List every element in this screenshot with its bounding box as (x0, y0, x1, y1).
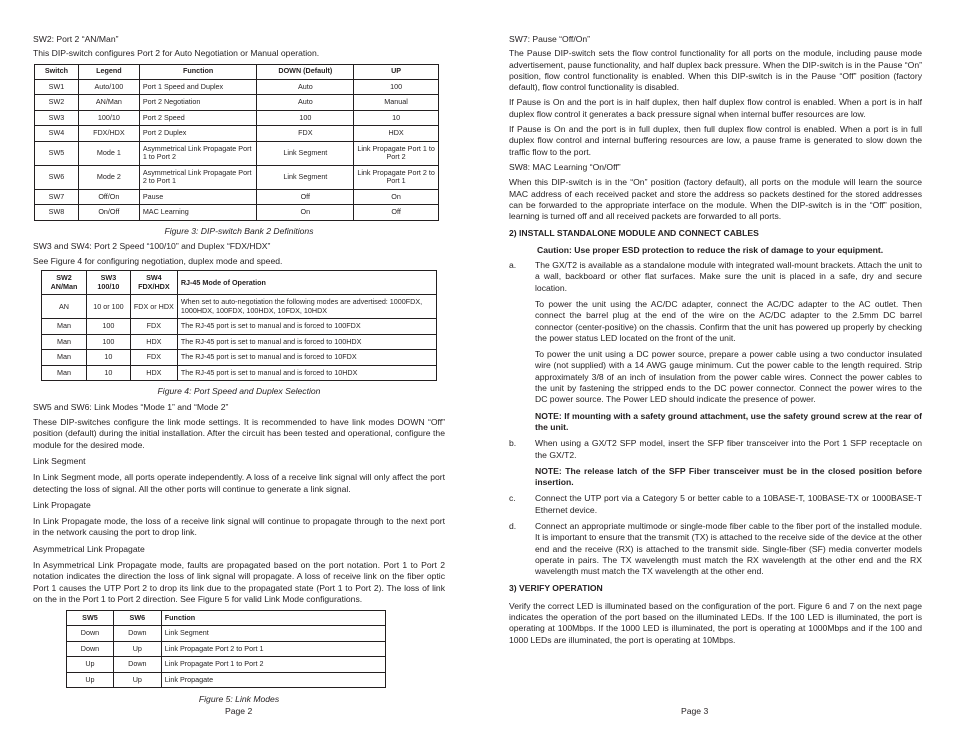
table-cell: FDX or HDX (130, 295, 177, 319)
col-header-legend: Legend (78, 64, 139, 79)
table-cell: Link Propagate Port 2 to Port 1 (354, 165, 439, 189)
table-cell: Link Segment (257, 141, 354, 165)
install-heading: 2) INSTALL STANDALONE MODULE AND CONNECT CABLES (509, 228, 759, 239)
table-row (42, 365, 437, 381)
step-c-paragraph-1: Connect the UTP port via a Category 5 or better cable to a 10BASE-T, 100BASE-TX or 1000BASE-T Ethernet device. (535, 493, 922, 515)
table-cell: On (354, 189, 439, 205)
table-cell: MAC Learning (139, 205, 257, 221)
table-row (67, 672, 386, 688)
step-a-letter: a. (509, 260, 517, 271)
table-cell: HDX (354, 126, 439, 142)
col-header-switch: Switch (35, 64, 79, 79)
sw8-heading: SW8: MAC Learning “On/Off” (509, 161, 621, 172)
table-cell: 100 (86, 334, 130, 350)
table-cell: Asymmetrical Link Propagate Port 2 to Port 1 (139, 165, 257, 189)
table-header-row (35, 64, 439, 79)
table-cell: Mode 1 (78, 141, 139, 165)
table-cell: Up (67, 657, 114, 673)
sw56-heading: SW5 and SW6: Link Modes “Mode 1” and “Mode 2” (33, 401, 229, 412)
table-row (67, 626, 386, 642)
link-modes-table (66, 610, 386, 688)
table-cell: Off/On (78, 189, 139, 205)
col-header-up: UP (354, 64, 439, 79)
table-cell: FDX (130, 350, 177, 366)
step-a-paragraph-3: To power the unit using a DC power source, prepare a power cable using a two conductor insulated wire (not supplied) with a 14 AWG gauge minimum. Cut the power cable to the length required. Strip approximately 3/8 of an inch of insulation from the power cable wires. Connect the power cables to the unit by fastening the stripped ends to the DC power connector. Connect the power wires to the DC power source. The Power LED should indicate the presence of power. (535, 349, 922, 405)
table-cell: SW3 (35, 110, 79, 126)
step-b-paragraph-1: When using a GX/T2 SFP model, insert the SFP fiber transceiver into the Port 1 SFP receptacle on the GX/T2. (535, 438, 922, 460)
sw7-paragraph-1: The Pause DIP-switch sets the flow control functionality for all ports on the module, including pause mode advertisement, pause functionality, and half duplex back pressure. When the DIP-switch is in the Pause “On” position, flow control functionality is enabled. When this DIP-switch is in the Pause “Off” position (factory default), flow control functionality is disabled. (509, 48, 922, 93)
table-cell: 10 (86, 350, 130, 366)
table-cell: The RJ-45 port is set to manual and is forced to 100HDX (177, 334, 436, 350)
table-row (42, 295, 437, 319)
table-cell: AN (42, 295, 87, 319)
table-cell: Link Propagate Port 2 to Port 1 (161, 641, 385, 657)
verify-body: Verify the correct LED is illuminated based on the configuration of the port. Figure 6 and 7 on the next page indicates the operation of the port based on the illuminated LEDs. If the 100 LED is illuminated, the port is operating at 100Mbps. If the 1000 LED is illuminated, the port is operating at 1000Mbps and if the 100 and 1000 LEDs are illuminated, the port is operating at 10Mbps. (509, 600, 922, 645)
table-cell: Pause (139, 189, 257, 205)
table-cell: FDX (130, 319, 177, 335)
table-cell: Down (67, 626, 114, 642)
col-header-function: Function (139, 64, 257, 79)
table-cell: Up (113, 672, 161, 688)
table-cell: SW7 (35, 189, 79, 205)
step-d-paragraph-1: Connect an appropriate multimode or single-mode fiber cable to the fiber port of the installed module. It is important to ensure that the transmit (TX) is attached to the receive side of the device at the other end and the receive (RX) is attached to the transmit side. Single-fiber (SF) media converter models operate in pairs. The TX wavelength must match the RX wavelength at the other end and the RX wavelength must match the TX wavelength at the other end. (535, 520, 922, 577)
sw7-paragraph-2: If Pause is On and the port is in half duplex, then half duplex flow control is enabled. When a port is in half duplex flow control it generates a back pressure signal when internal buffer resources are low. (509, 97, 922, 119)
sw7-heading: SW7: Pause “Off/On” (509, 34, 591, 44)
figure-5-caption: Figure 5: Link Modes (198, 694, 280, 705)
sw7-paragraph-3: If Pause is On and the port is in full duplex, then full duplex flow control is enabled. When a port is in full duplex flow control and internal buffering resources are low, a pause frame is generated to slow down the traffic flow to the port. (509, 124, 922, 157)
step-b (509, 438, 922, 488)
table-cell: When set to auto-negotiation the following modes are advertised: 1000FDX, 1000HDX, 100FDX, 100HDX, 10FDX, 10HDX (177, 295, 436, 319)
right-page (509, 0, 922, 646)
table-cell: The RJ-45 port is set to manual and is forced to 100FDX (177, 319, 436, 335)
table-row (42, 350, 437, 366)
table-cell: SW2 (35, 95, 79, 111)
sw56-body: These DIP-switches configure the link mode settings. It is recommended to have link modes DOWN “Off” position (default) during the initial installation. After the circuit has been tested and operational, configure the module for the desired mode. (33, 417, 445, 450)
table-cell: FDX (257, 126, 354, 142)
sw2-intro: This DIP-switch configures Port 2 for Auto Negotiation or Manual operation. (33, 48, 320, 59)
table-cell: 100 (86, 319, 130, 335)
col-header-function: Function (161, 611, 385, 626)
step-c (509, 493, 922, 516)
step-d-letter: d. (509, 520, 517, 531)
step-c-letter: c. (509, 493, 516, 504)
table-cell: 10 (354, 110, 439, 126)
step-a-note: NOTE: If mounting with a safety ground attachment, use the safety ground screw at the rear of the unit. (535, 410, 922, 432)
table-cell: HDX (130, 365, 177, 381)
table-cell: Link Propagate Port 1 to Port 2 (354, 141, 439, 165)
table-cell: Auto (257, 79, 354, 95)
table-cell: 10 (86, 365, 130, 381)
table-row (42, 319, 437, 335)
table-row (35, 165, 439, 189)
sw2-heading: SW2: Port 2 “AN/Man” (33, 34, 119, 44)
table-cell: Link Propagate (161, 672, 385, 688)
table-cell: Man (42, 319, 87, 335)
table-cell: Manual (354, 95, 439, 111)
link-segment-heading: Link Segment (33, 455, 86, 466)
table-cell: Asymmetrical Link Propagate Port 1 to Port 2 (139, 141, 257, 165)
sw34-intro: See Figure 4 for configuring negotiation, duplex mode and speed. (33, 256, 283, 267)
link-propagate-body: In Link Propagate mode, the loss of a receive link signal will continue to propagate through to the next port in the network causing the port to drop link. (33, 516, 445, 538)
table-cell: On (257, 205, 354, 221)
table-row (42, 334, 437, 350)
step-a-paragraph-2: To power the unit using the AC/DC adapter, connect the AC/DC adapter to the AC outlet. Then connect the barrel plug at the end of the wire on the AC/DC adapter to the 2.5mm DC barrel connector (center-positive) on the chassis. Confirm that the unit has powered up properly by checking the power status LED located on the front of the unit. (535, 298, 922, 343)
table-cell: Down (67, 641, 114, 657)
step-a (509, 260, 922, 433)
table-cell: Man (42, 350, 87, 366)
table-row (35, 189, 439, 205)
col-header-sw4: SW4 FDX/HDX (130, 271, 177, 295)
table-cell: 100 (257, 110, 354, 126)
table-cell: HDX (130, 334, 177, 350)
table-cell: Mode 2 (78, 165, 139, 189)
link-segment-body: In Link Segment mode, all ports operate independently. A loss of a receive link signal will only affect the port detecting the loss of signal. All the other ports will continue to generate a link signal. (33, 472, 445, 494)
col-header-sw2: SW2 AN/Man (42, 271, 87, 295)
asym-link-propagate-heading: Asymmetrical Link Propagate (33, 543, 145, 554)
col-header-sw3: SW3 100/10 (86, 271, 130, 295)
table-row (67, 657, 386, 673)
table-cell: SW5 (35, 141, 79, 165)
esd-caution: Caution: Use proper ESD protection to reduce the risk of damage to your equipment. (537, 244, 884, 255)
table-cell: Port 2 Negotiation (139, 95, 257, 111)
table-cell: SW8 (35, 205, 79, 221)
table-cell: Link Segment (161, 626, 385, 642)
sw8-body: When this DIP-switch is in the “On” position (factory default), all ports on the module will learn the source MAC address of each received packet and store the address so packets destined for the stored addresses can be forwarded to the appropriate interface on the module. When the DIP-switch is in the “Off” position, learning is turned off and all received packets are forwarded to all ports. (509, 177, 922, 222)
table-row (35, 79, 439, 95)
table-header-row (67, 611, 386, 626)
table-header-row (42, 271, 437, 295)
table-row (35, 95, 439, 111)
col-header-mode: RJ-45 Mode of Operation (177, 271, 436, 295)
table-row (35, 205, 439, 221)
table-cell: Auto/100 (78, 79, 139, 95)
table-cell: On/Off (78, 205, 139, 221)
table-cell: The RJ-45 port is set to manual and is forced to 10HDX (177, 365, 436, 381)
table-cell: FDX/HDX (78, 126, 139, 142)
table-row (35, 141, 439, 165)
figure-4-caption: Figure 4: Port Speed and Duplex Selection (157, 386, 321, 397)
table-cell: Man (42, 334, 87, 350)
page-number-right: Page 3 (681, 706, 709, 716)
table-cell: SW1 (35, 79, 79, 95)
table-cell: Auto (257, 95, 354, 111)
sw34-heading: SW3 and SW4: Port 2 Speed “100/10” and Duplex “FDX/HDX” (33, 240, 271, 251)
table-cell: 100/10 (78, 110, 139, 126)
table-cell: Port 2 Duplex (139, 126, 257, 142)
table-cell: Man (42, 365, 87, 381)
table-cell: AN/Man (78, 95, 139, 111)
asym-link-propagate-body: In Asymmetrical Link Propagate mode, faults are propagated based on the port notation. Port 1 to Port 2 notation indicates the direction the loss of link signal will propagate. A loss of receive link on the fiber optic Port 1 causes the UTP Port 2 to drop its link due to the propagated state (Port 1 to Port 2). The loss of link on the in the Port 1 to Port 2 direction. See Figure 5 for valid Link Mode configurations. (33, 560, 445, 604)
table-cell: Up (113, 641, 161, 657)
step-a-paragraph-1: The GX/T2 is available as a standalone module with integrated wall-mount brackets. Attach the unit to a wall, backboard or other flat surfaces. Make sure the unit is placed in a safe, dry and secure location. (535, 260, 922, 293)
page-number-left: Page 2 (225, 706, 253, 716)
table-cell: 100 (354, 79, 439, 95)
col-header-down: DOWN (Default) (257, 64, 354, 79)
table-cell: Port 2 Speed (139, 110, 257, 126)
link-propagate-heading: Link Propagate (33, 499, 91, 510)
col-header-sw5: SW5 (67, 611, 114, 626)
left-page (33, 0, 445, 706)
table-cell: The RJ-45 port is set to manual and is forced to 10FDX (177, 350, 436, 366)
table-cell: Port 1 Speed and Duplex (139, 79, 257, 95)
table-cell: Down (113, 626, 161, 642)
speed-duplex-table (41, 270, 437, 381)
table-row (67, 641, 386, 657)
table-cell: Off (354, 205, 439, 221)
table-cell: Down (113, 657, 161, 673)
table-cell: Link Propagate Port 1 to Port 2 (161, 657, 385, 673)
table-cell: Off (257, 189, 354, 205)
dip-switch-table (34, 64, 439, 221)
table-row (35, 126, 439, 142)
table-cell: SW6 (35, 165, 79, 189)
step-b-note: NOTE: The release latch of the SFP Fiber transceiver must be in the closed position before insertion. (535, 465, 922, 488)
step-b-letter: b. (509, 438, 517, 449)
step-d (509, 521, 922, 577)
table-cell: Up (67, 672, 114, 688)
table-cell: SW4 (35, 126, 79, 142)
col-header-sw6: SW6 (113, 611, 161, 626)
table-row (35, 110, 439, 126)
figure-3-caption: Figure 3: DIP-switch Bank 2 Definitions (164, 225, 314, 236)
verify-heading: 3) VERIFY OPERATION (509, 583, 603, 594)
table-cell: 10 or 100 (86, 295, 130, 319)
table-cell: Link Segment (257, 165, 354, 189)
